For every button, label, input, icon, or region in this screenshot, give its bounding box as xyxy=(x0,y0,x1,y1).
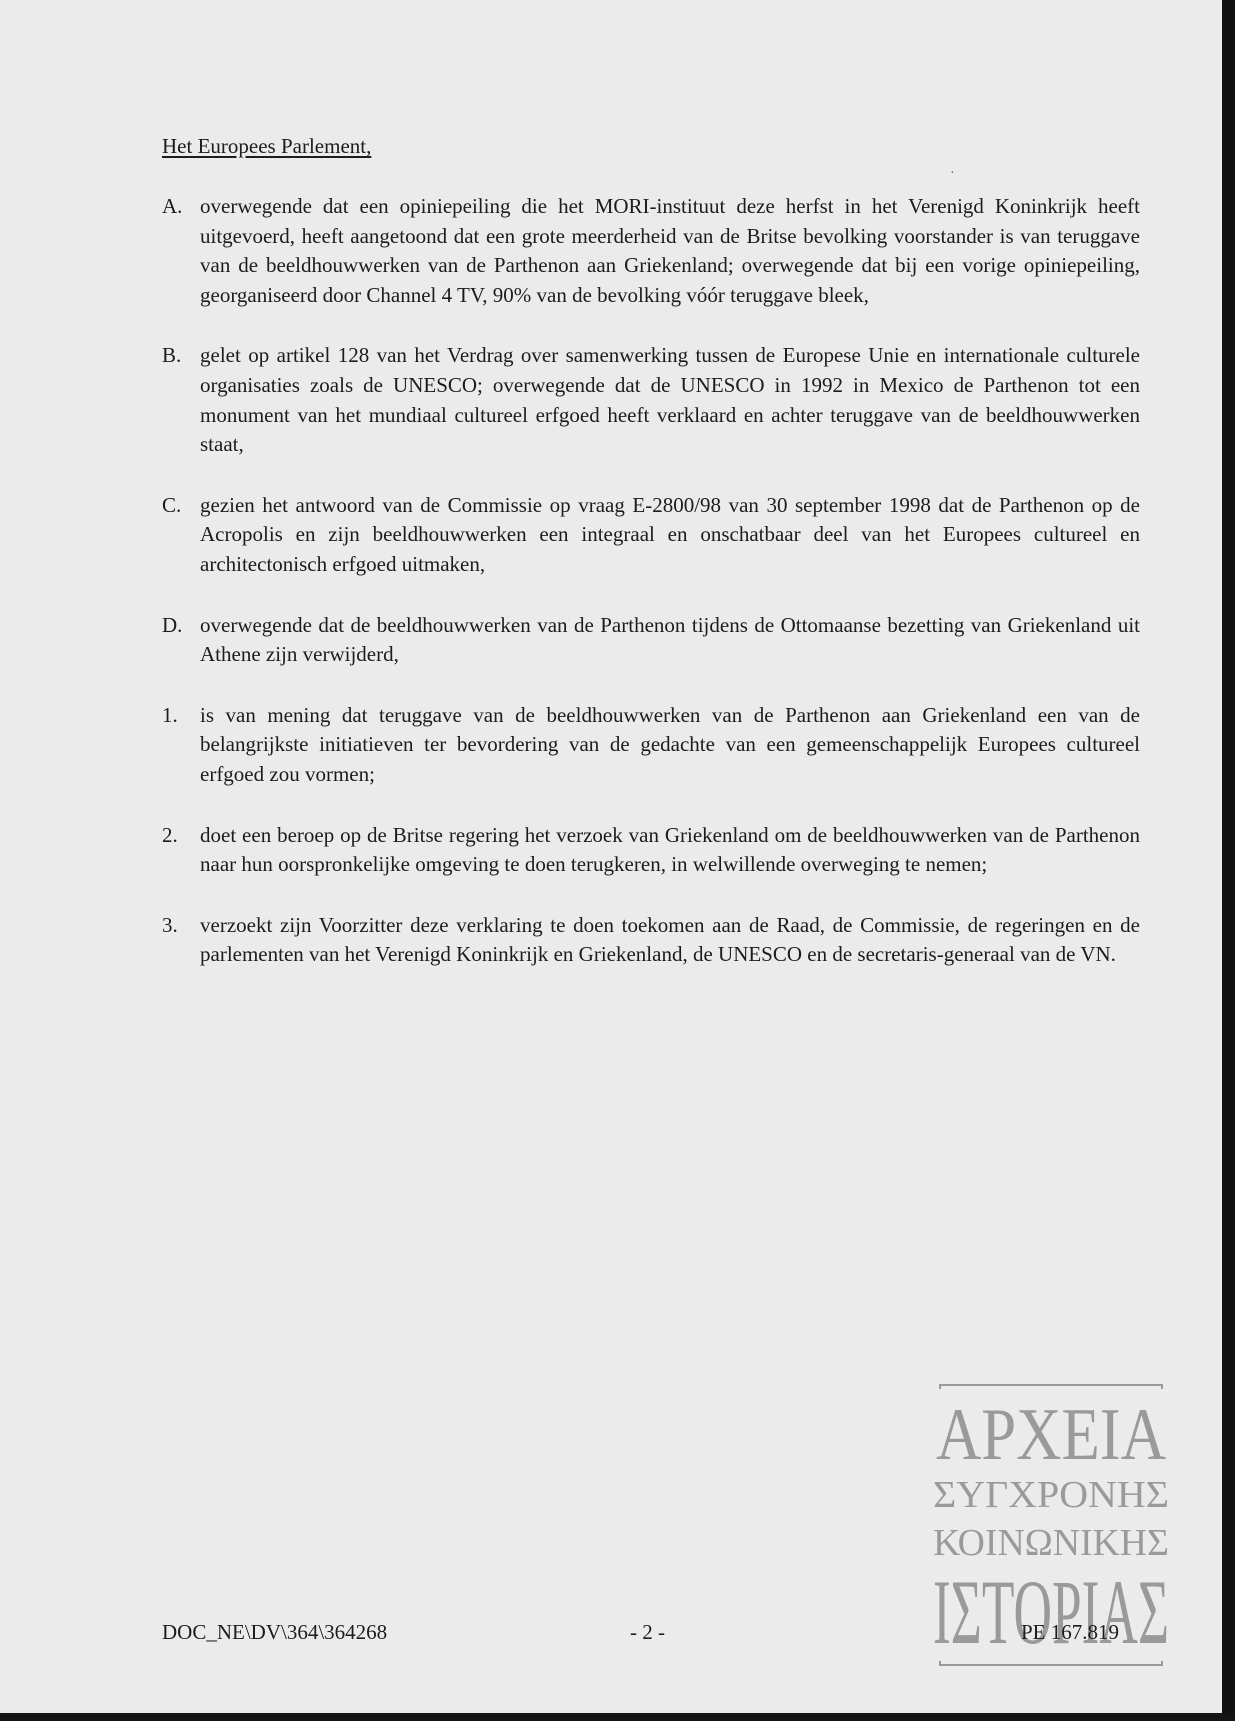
stamp-line-4: ΙΣΤΟΡΙΑΣ xyxy=(933,1561,1169,1663)
list-item xyxy=(162,611,1140,670)
document-reference: DOC_NE\DV\364\364268 xyxy=(162,1620,388,1644)
page-number: - 2 - xyxy=(630,1620,665,1644)
list-item xyxy=(162,341,1140,459)
list-item xyxy=(162,491,1140,580)
item-label: 3. xyxy=(162,912,178,937)
scan-edge-bottom xyxy=(0,1713,1235,1721)
item-text: is van mening dat teruggave van de beeldhouwwerken van de Parthenon aan Griekenland een van de belangrijkste initiatieven ter bevordering van de gedachte van een gemeenschappelijk Europees cultureel erfgoed zou vormen; xyxy=(200,702,1140,786)
item-text: doet een beroep op de Britse regering het verzoek van Griekenland om de beeldhouwwerken van de Parthenon naar hun oorspronkelijke omgeving te doen terugkeren, in welwillende overweging te nemen; xyxy=(200,822,1140,877)
item-label: 1. xyxy=(162,702,178,727)
scan-edge-right xyxy=(1222,0,1235,1721)
resolution-items xyxy=(162,192,1140,1001)
list-item xyxy=(162,701,1140,790)
item-text: verzoekt zijn Voorzitter deze verklaring te doen toekomen aan de Raad, de Commissie, de regeringen en de parlementen van het Verenigd Koninkrijk en Griekenland, de UNESCO en de secretaris-generaal van de VN. xyxy=(200,912,1140,967)
item-label: B. xyxy=(162,343,182,368)
item-label: A. xyxy=(162,194,183,218)
item-text: gezien het antwoord van de Commissie op vraag E-2800/98 van 30 september 1998 dat de Parthenon op de Acropolis en zijn beeldhouwwerken een integraal en onschatbaar deel van het Europees cultureel en architectonisch erfgoed uitmaken, xyxy=(200,492,1140,576)
item-text: overwegende dat de beeldhouwwerken van de Parthenon tijdens de Ottomaanse bezetting van Griekenland uit Athene zijn verwijderd, xyxy=(200,612,1140,667)
item-text: gelet op artikel 128 van het Verdrag over samenwerking tussen de Europese Unie en internationale culturele organisaties zoals de UNESCO; overwegende dat de UNESCO in 1992 in Mexico de Parthenon tot een monument van het mundiaal cultureel erfgoed heeft verklaard en achter teruggave van de beeldhouwwerken staat, xyxy=(200,343,1140,457)
stamp-line-3: ΚΟΙΝΩΝΙΚΗΣ xyxy=(933,1522,1169,1564)
item-label: D. xyxy=(162,612,183,637)
item-label: 2. xyxy=(162,822,178,847)
item-label: C. xyxy=(162,492,182,517)
list-item xyxy=(162,821,1140,880)
document-heading: Het Europees Parlement, xyxy=(162,134,372,158)
list-item xyxy=(162,192,1140,310)
stray-mark: · xyxy=(950,166,955,181)
stamp-line-1: ΑΡΧΕΙΑ xyxy=(936,1394,1166,1476)
stamp-line-2: ΣΥΓΧΡΟΝΗΣ xyxy=(933,1474,1169,1516)
item-text: overwegende dat een opiniepeiling die het MORI-instituut deze herfst in het Verenigd Koninkrijk heeft uitgevoerd, heeft aangetoond dat een grote meerderheid van de Britse bevolking voorstander is van teruggave van de beeldhouwwerken van de Parthenon aan Griekenland; overwegende dat bij een vorige opiniepeiling, georganiseerd door Channel 4 TV, 90% van de bevolking vóór teruggave bleek, xyxy=(200,194,1140,307)
list-item xyxy=(162,911,1140,970)
pe-number: PE 167.819 xyxy=(1021,1620,1120,1644)
